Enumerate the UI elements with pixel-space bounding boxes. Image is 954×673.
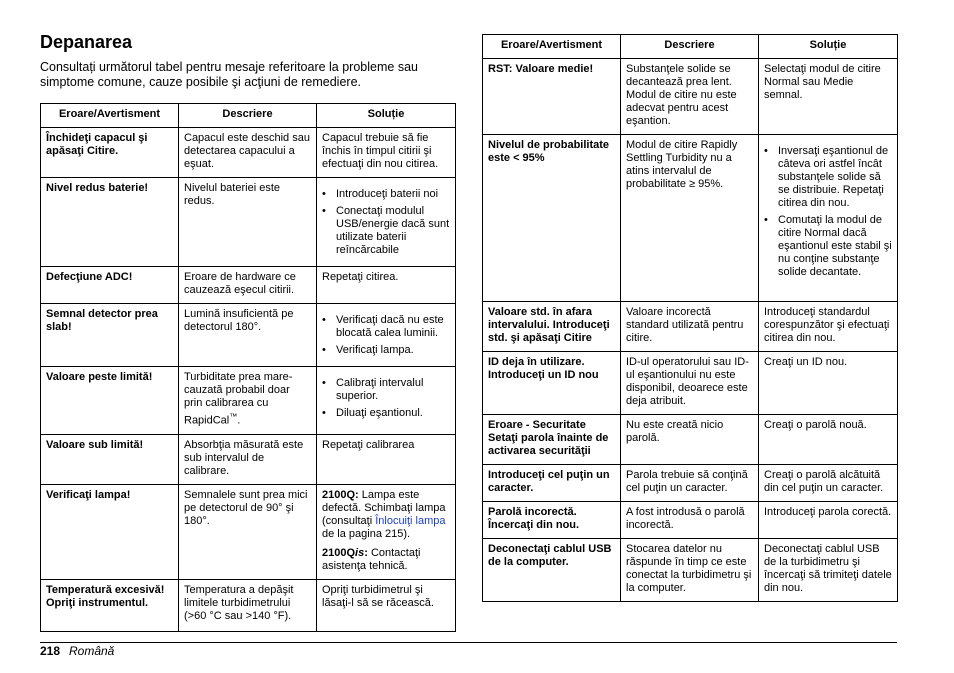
solution-cell: Selectaţi modul de citire Normal sau Medie semnal. — [759, 59, 898, 135]
error-cell: Semnal detector prea slab! — [41, 304, 179, 367]
solution-cell: Repetaţi citirea. — [317, 267, 456, 304]
table-row — [41, 434, 456, 484]
replace-lamp-link[interactable]: Înlocuiţi lampa — [375, 514, 446, 527]
solution-item: • Calibraţi intervalul superior. — [322, 377, 450, 403]
error-cell: Valoare sub limită! — [41, 434, 179, 484]
solution-text: Contactaţi asistenţa tehnică. — [322, 546, 421, 572]
solution-cell: Introduceţi standardul corespunzător şi efectuaţi citirea din nou. — [759, 302, 898, 352]
solution-cell: Creaţi un ID nou. — [759, 352, 898, 415]
description-cell: Modul de citire Rapidly Settling Turbidity nu a atins intervalul de probabilitate ≥ 95%. — [621, 135, 759, 302]
error-cell: Parolă incorectă. Încercaţi din nou. — [483, 502, 621, 539]
page-title: Depanarea — [40, 32, 133, 52]
model-label-suffix: is — [355, 546, 365, 559]
solution-2100qis — [322, 547, 450, 573]
table-row — [41, 304, 456, 367]
error-cell: Temperatură excesivă! Opriţi instrumentul. — [41, 579, 179, 631]
description-cell: Substanţele solide se decantează prea lent. Modul de citire nu este adecvat pentru acest eşantion. — [621, 59, 759, 135]
model-label: 2100Q: — [322, 488, 359, 501]
description-cell: Capacul este deschid sau detectarea capacului a eşuat. — [179, 128, 317, 178]
footer-divider — [40, 642, 897, 643]
solution-cell: Introduceţi parola corectă. — [759, 502, 898, 539]
table-row — [483, 59, 898, 135]
table-row — [483, 465, 898, 502]
header-error: Eroare/Avertisment — [483, 35, 621, 59]
solution-cell: Creaţi o parolă nouă. — [759, 415, 898, 465]
trademark-symbol: ™ — [229, 412, 238, 421]
solution-cell: Opriţi turbidimetrul şi lăsaţi-l să se răcească. — [317, 579, 456, 631]
solution-cell: Capacul trebuie să fie închis în timpul citirii şi efectuaţi din nou citirea. — [317, 128, 456, 178]
error-cell: Valoare std. în afara intervalului. Introduceţi std. şi apăsaţi Citire — [483, 302, 621, 352]
solution-item: • Verificaţi dacă nu este blocată calea luminii. — [322, 314, 450, 340]
solution-item: • Comutaţi la modul de citire Normal dacă eşantionul este stabil şi nu conţine substanţe solide decantate. — [764, 214, 892, 279]
description-cell: Nivelul bateriei este redus. — [179, 178, 317, 267]
error-cell: Nivel redus baterie! — [41, 178, 179, 267]
troubleshooting-table-left — [40, 103, 456, 632]
error-cell: Închideţi capacul şi apăsaţi Citire. — [41, 128, 179, 178]
description-cell: Valoare incorectă standard utilizată pentru citire. — [621, 302, 759, 352]
description-cell: ID-ul operatorului sau ID-ul eşantionului nu este disponibil, deoarece este deja atribuit. — [621, 352, 759, 415]
solution-item: • Introduceţi baterii noi — [322, 188, 450, 201]
description-cell: Lumină insuficientă pe detectorul 180°. — [179, 304, 317, 367]
error-cell: Eroare - Securitate Setaţi parola înainte de activarea securităţii — [483, 415, 621, 465]
page-language: Română — [69, 644, 115, 658]
solution-item: • Conectaţi modulul USB/energie dacă sunt utilizate baterii reîncărcabile — [322, 205, 450, 257]
description-cell — [179, 367, 317, 435]
solution-2100q — [322, 489, 450, 541]
solution-cell — [317, 304, 456, 367]
description-cell: Absorbţia măsurată este sub intervalul de calibrare. — [179, 434, 317, 484]
description-cell: Semnalele sunt prea mici pe detectorul de 90° şi 180°. — [179, 484, 317, 579]
solution-cell: Repetaţi calibrarea — [317, 434, 456, 484]
solution-cell — [317, 178, 456, 267]
error-cell: Valoare peste limită! — [41, 367, 179, 435]
table-row — [483, 135, 898, 302]
error-cell: Introduceţi cel puţin un caracter. — [483, 465, 621, 502]
solution-item: • Verificaţi lampa. — [322, 344, 450, 357]
description-cell: A fost introdusă o parolă incorectă. — [621, 502, 759, 539]
error-cell: Deconectaţi cablul USB de la computer. — [483, 539, 621, 602]
table-header-row — [41, 104, 456, 128]
solution-item: • Inversaţi eşantionul de câteva ori astfel încât substanţele solide să se distribuie. Repetaţi citirea din nou. — [764, 145, 892, 210]
description-cell: Nu este creată nicio parolă. — [621, 415, 759, 465]
description-text: Turbiditate prea mare- cauzată probabil doar prin calibrarea cu RapidCal — [184, 371, 293, 427]
troubleshooting-table-right — [482, 34, 898, 602]
table-row — [41, 267, 456, 304]
solution-cell — [317, 367, 456, 435]
solution-text: Lampa este defectă. Schimbaţi lampa (consultaţi — [322, 488, 446, 527]
table-header-row — [483, 35, 898, 59]
description-cell: Eroare de hardware ce cauzează eşecul citirii. — [179, 267, 317, 304]
table-row — [483, 415, 898, 465]
page-number: 218 — [40, 644, 61, 658]
intro-paragraph: Consultați următorul tabel pentru mesaje referitoare la probleme sau simptome comune, cauze posibile şi acţiuni de remediere. — [40, 60, 418, 89]
header-description: Descriere — [179, 104, 317, 128]
error-cell: RST: Valoare medie! — [483, 59, 621, 135]
header-solution: Soluție — [317, 104, 456, 128]
model-label: 2100Q — [322, 546, 356, 559]
description-cell: Stocarea datelor nu răspunde în timp ce este conectat la turbidimetru şi la computer. — [621, 539, 759, 602]
table-row — [41, 484, 456, 579]
table-row — [41, 178, 456, 267]
error-cell: Nivelul de probabilitate este < 95% — [483, 135, 621, 302]
description-cell: Parola trebuie să conţină cel puţin un caracter. — [621, 465, 759, 502]
table-row — [41, 367, 456, 435]
error-cell: Verificaţi lampa! — [41, 484, 179, 579]
description-cell: Temperatura a depăşit limitele turbidimetrului (>60 °C sau >140 °F). — [179, 579, 317, 631]
table-row — [483, 539, 898, 602]
table-row — [41, 128, 456, 178]
error-cell: Defecţiune ADC! — [41, 267, 179, 304]
header-description: Descriere — [621, 35, 759, 59]
error-cell: ID deja în utilizare. Introduceţi un ID nou — [483, 352, 621, 415]
solution-cell: Deconectaţi cablul USB de la turbidimetru şi încercaţi să trimiteţi datele din nou. — [759, 539, 898, 602]
solution-cell — [759, 135, 898, 302]
table-row — [483, 352, 898, 415]
table-row — [483, 502, 898, 539]
description-end: . — [237, 414, 241, 427]
solution-text-end: de la pagina 215). — [322, 527, 411, 540]
model-label-colon: : — [364, 546, 368, 559]
table-row — [483, 302, 898, 352]
solution-item: • Diluaţi eşantionul. — [322, 407, 450, 420]
header-error: Eroare/Avertisment — [41, 104, 179, 128]
solution-cell — [317, 484, 456, 579]
header-solution: Soluție — [759, 35, 898, 59]
table-row — [41, 579, 456, 631]
solution-cell: Creaţi o parolă alcătuită din cel puţin un caracter. — [759, 465, 898, 502]
